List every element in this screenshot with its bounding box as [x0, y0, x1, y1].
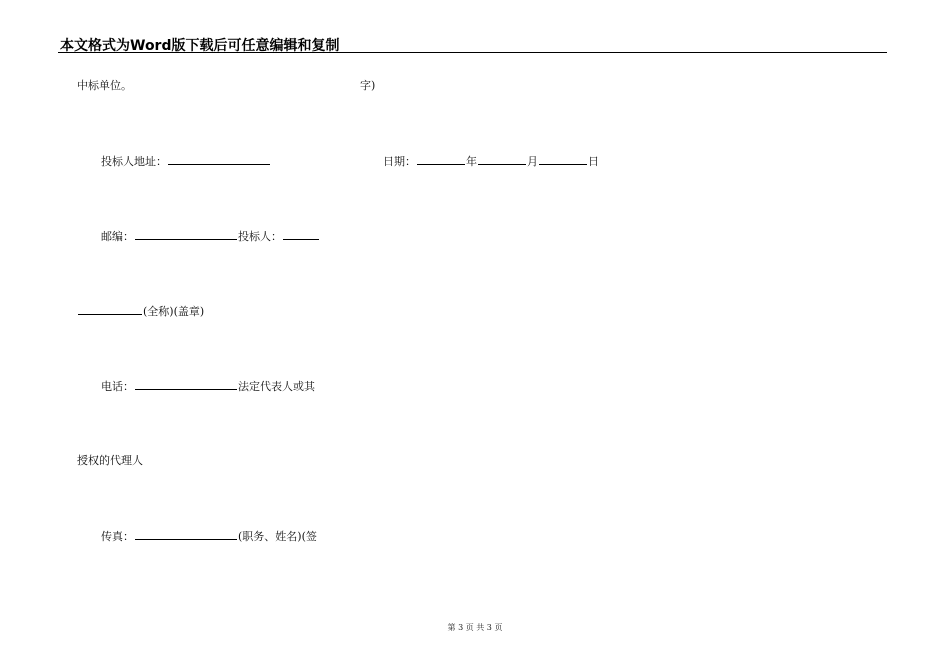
fax-label: 传真：	[101, 530, 134, 543]
date-year-blank	[417, 154, 465, 165]
bidder-address-blank	[168, 154, 270, 165]
date-label: 日期：	[383, 155, 416, 168]
line-authorized-agent	[77, 454, 143, 468]
legal-representative-text: 法定代表人或其	[238, 380, 315, 393]
line-postcode	[101, 229, 320, 244]
line-char-fragment	[360, 79, 375, 93]
line-fullname-seal	[77, 304, 204, 319]
postcode-blank	[135, 229, 237, 240]
bidder-address-label: 投标人地址：	[101, 155, 167, 168]
date-month-blank	[478, 154, 526, 165]
line-date	[383, 154, 599, 169]
bidder-blank	[283, 229, 319, 240]
line-fax	[101, 529, 317, 544]
date-day-blank	[539, 154, 587, 165]
postcode-label: 邮编：	[101, 230, 134, 243]
authorized-agent-text: 授权的代理人	[77, 454, 143, 467]
date-month-label: 月	[527, 155, 538, 168]
fax-blank	[135, 529, 237, 540]
char-fragment-text: 字)	[360, 79, 376, 92]
date-day-label: 日	[588, 155, 599, 168]
line-phone	[101, 379, 315, 394]
bidder-label: 投标人：	[238, 230, 282, 243]
fullname-blank	[78, 304, 142, 315]
winning-unit-text: 中标单位。	[77, 79, 132, 92]
header-divider	[58, 52, 887, 53]
line-winning-unit	[77, 79, 132, 93]
fullname-seal-text: (全称)(盖章)	[143, 305, 205, 318]
document-header-title: 本文格式为Word版下载后可任意编辑和复制	[60, 38, 340, 54]
date-year-label: 年	[466, 155, 477, 168]
page-footer: 第 3 页 共 3 页	[447, 623, 503, 632]
line-bidder-address	[101, 154, 271, 169]
phone-label: 电话：	[101, 380, 134, 393]
phone-blank	[135, 379, 237, 390]
title-name-sign-text: (职务、姓名)(签	[238, 530, 317, 543]
